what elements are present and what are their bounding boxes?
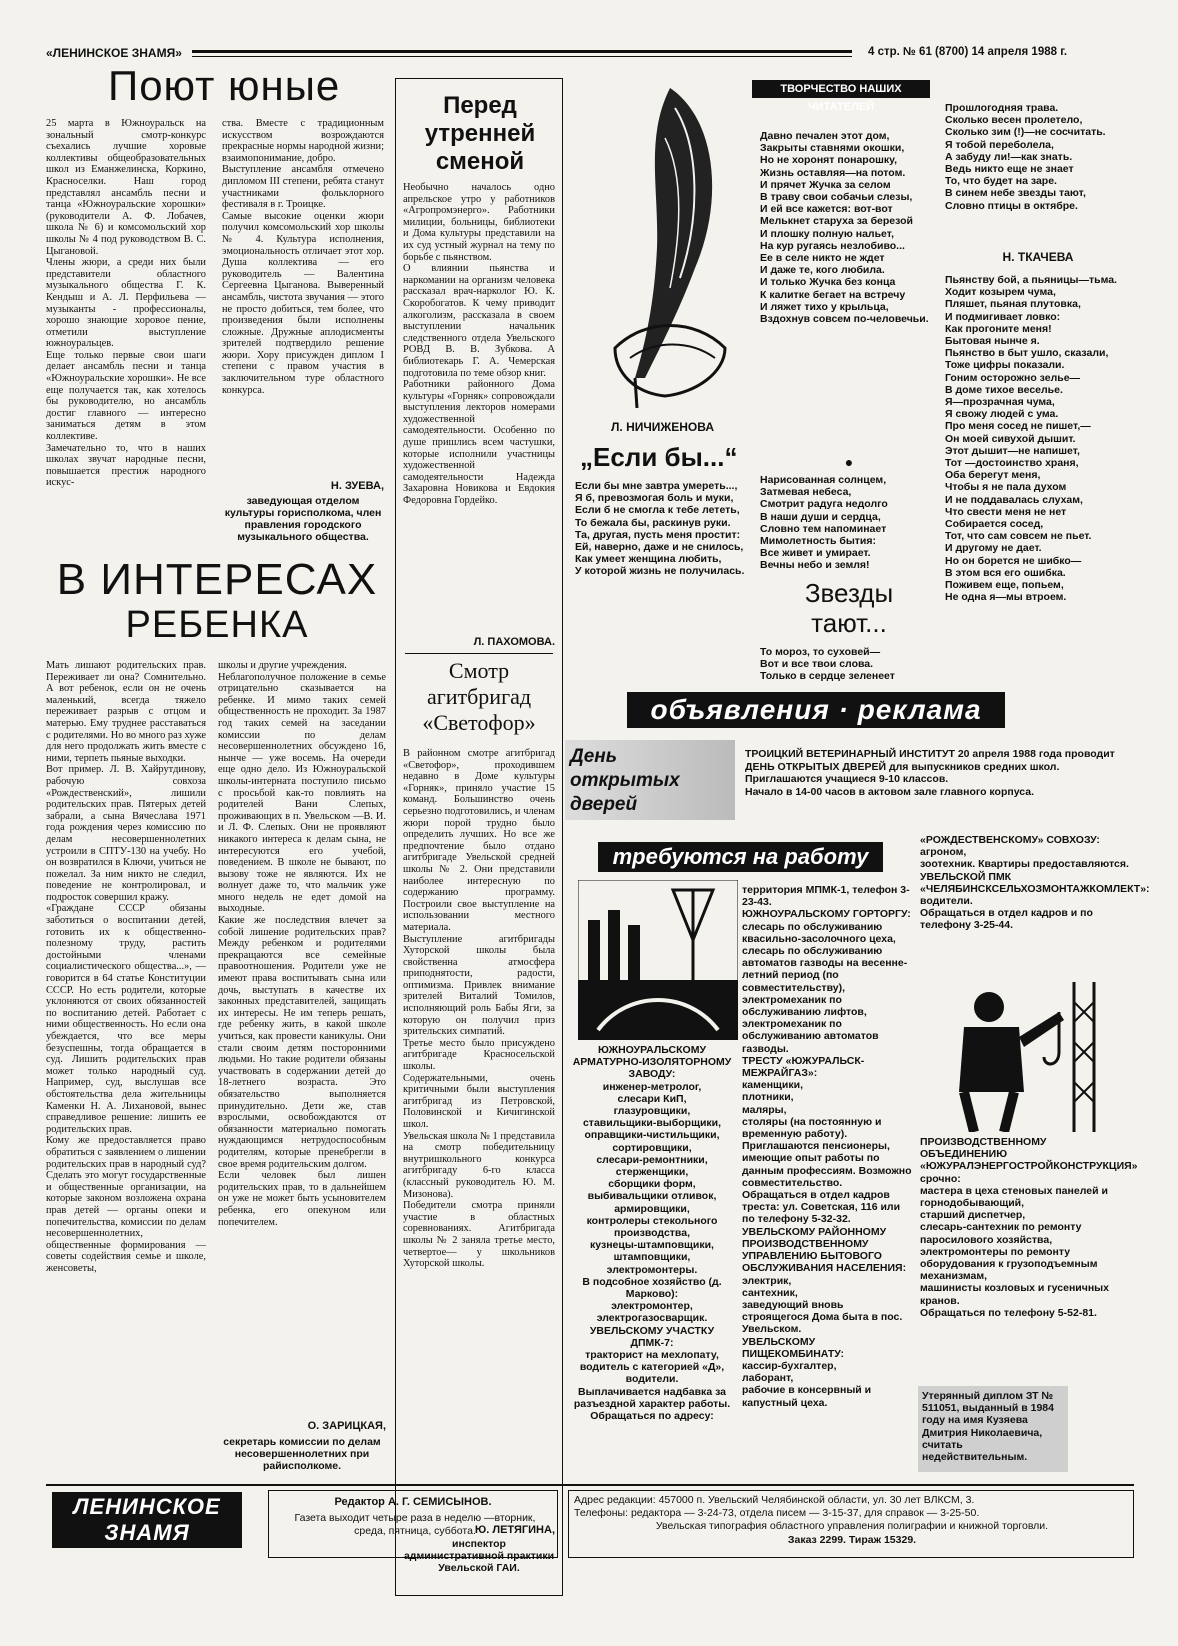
poem-esli-by: Если бы мне завтра умереть..., Я б, превозмогая боль и муки, Если б не смогла к тебе лететь, То бежала бы, раскинув руки. Та, другая, пусть меня простит: Ей, наверно, даже и не снилось, Как умеет женщина любить, У которой жизнь не получилась.	[575, 480, 745, 578]
article1-signature: Н. ЗУЕВА,	[330, 480, 384, 492]
schedule: Газета выходит четыре раза в неделю —вторник, среда, пятница, суббота.	[294, 1512, 536, 1537]
article1-sig-role: заведующая отделом культуры горисполкома, член правления городского музыкального общества.	[224, 495, 382, 543]
article4-body: В районном смотре агитбригад «Светофор», проходившем недавно в Доме культуры «Горняк», приняло участие 15 команд. Большинство очень серьезно подготовились, и членам жюри порой трудно было определить лучших. Но все же предпочтение было отдано агитбригаде Увельской средней школы № 2. Они представили наиболее интересную по содержанию программу. Построили свое выступление на использовании местного материала. Выступление агитбригады Хуторской школы была свойственна атмосфера приподнятости, радости, оптимизма. Привлек внимание зрителей Виталий Томилов, исполняющий роль Бабы Яги, за которую он получил приз зрительских симпатий. Третье место было присуждено агитбригаде Красносельской школы. Содержательными, очень критичными были выступления агитбригад из Петровской, Половинской и Кичигинской школ. Увельская школа № 1 представила на смотр победительницу внутришкольного конкурса агитбригаду 6-го класса (классный руководитель Ю. М. Мизонова). Победители смотра приняли участие в областных соревнованиях. Агитбригада школы № 2 заняла третье место, четвертое— у школьников Хуторской школы.	[403, 748, 555, 1270]
article-title-v-interesah: В ИНТЕРЕСАХ	[56, 555, 378, 604]
worker-illustration	[944, 982, 1112, 1132]
footer-logo-line-2: ЗНАМЯ	[104, 1520, 190, 1545]
poem-davno-pechalen: Давно печален этот дом, Закрыты ставнями окошки, Но не хоронят понарошку, Жизнь оставляя—на потом. И прячет Жучка за селом В траву свои собачьи слезы, И ей все кажется: вот-вот Мелькнет старуха за березой И плошку полную нальет, На кур ругаясь незлобиво... Ее в селе никто не ждет И даже те, кого любила. И только Жучка без конца К калитке бегает на встречу И ляжет тихо у крыльца, Вздохнув совсем по-человечьи.	[760, 130, 929, 326]
article-title-pered-utrenney: Перед утренней сменой	[424, 92, 536, 175]
zvezdy-line-1: Звезды	[804, 578, 894, 608]
torg-jobs: территория МПМК-1, телефон 3-23-43. ЮЖНОУРАЛЬСКОМУ ГОРТОРГУ: слесарь по обслуживанию квасильно-засолочного цеха, слесарь по обслуживанию автоматов газводы на весенне-летний период (по совместительству), электромеханик по обслуживанию лифтов, электромеханик по обслуживанию автоматов газводы. ТРЕСТУ «ЮЖУРАЛЬСК-МЕЖРАЙГАЗ»: каменщики, плотники, маляры, столяры (на постоянную и временную работу). Приглашаются пенсионеры, имеющие опыт работы по данным профессиям. Возможно совместительство. Обращаться в отдел кадров треста: ул. Советская, 116 или по телефону 5-32-32. УВЕЛЬСКОМУ РАЙОННОМУ ПРОИЗВОДСТВЕННОМУ УПРАВЛЕНИЮ БЫТОВОГО ОБСЛУЖИВАНИЯ НАСЕЛЕНИЯ: электрик, сантехник, заведующий вновь строящегося Дома быта в пос. Увельском. УВЕЛЬСКОМУ ПИЩЕКОМБИНАТУ: кассир-бухгалтер, лаборант, рабочие в консервный и капустный цеха.	[742, 884, 912, 1409]
article3-signature: Л. ПАХОМОВА.	[473, 636, 555, 648]
article3-body: Необычно началось одно апрельское утро у работников «Агропромэнерго». Работники милиции, больницы, библиотеки и Дома культуры представили на их суд устный журнал на тему по борьбе с пьянством. О влиянии пьянства и наркомании на организм человека рассказал врач-нарколог Ю. К. Скоробогатов. К чему приводит алкоголизм, рассказала в своем выступлении начальник следственного отдела Увельского РОВД В. В. Зубкова. А библиотекарь Г. А. Чемерская подготовила по теме обзор книг. Работники районного Дома культуры «Горняк» сопровождали выступления лекторов номерами художественной самодеятельности. Особенно по душе пришлись всем частушки, которые исполнили участницы художественной самодеятельности Надежда Захаровна Новикова и Евдокия Федоровна Гордейко.	[403, 182, 555, 507]
article4-title-1: Смотр	[448, 658, 510, 683]
article1-col1: 25 марта в Южноуральск на зональный смотр-конкурс съехались лучшие хоровые коллективы общеобразовательных школ из Еманжелинска, Коркино, Красноселки. Наш город представлял ансамбль песни и танца «Южноуральские хорошки» (руководители А. Ф. Лобачев, школа № 6) и комсомольский хор школы № 4 под руководством В. С. Цыгановой. Члены жюри, а среди них были представители областного музыкального общества Г. К. Кендыш и А. Л. Перфильева — музыканты - профессионалы, хорошо знающие хоровое пение, отметили выступление южноуральцев. Еще только первые свои шаги делает ансамбль песни и танца «Южноуральские хорошки». Не все еще получается так, как хотелось бы руководителю, но ансамбль достиг главного — интересно заниматься детям в этом коллективе. Замечательно то, что в наших школах звучат народные песни, повышается престиж народного искус-	[46, 118, 206, 489]
ads-banner: объявления · реклама	[627, 692, 1005, 728]
footer-logo	[52, 1492, 242, 1548]
article4-signature: Ю. ЛЕТЯГИНА,	[474, 1524, 555, 1536]
issue-info: 4 стр. № 61 (8700) 14 апреля 1988 г.	[868, 46, 1068, 58]
poem-separator-dot: ●	[844, 454, 854, 470]
article4-sig-role: инспектор административной практики Увельской ГАИ.	[403, 1538, 555, 1574]
footer-rule	[46, 1484, 1134, 1486]
center-divider	[405, 653, 553, 654]
article-title-rebenka: РЕБЕНКА	[125, 604, 309, 646]
lost-diploma: Утерянный диплом ЗТ № 511051, выданный в 1984 году на имя Кузяева Дмитрия Николаевича, считать недействительным.	[918, 1386, 1068, 1472]
quill-illustration	[575, 78, 745, 408]
plant-jobs: ЮЖНОУРАЛЬСКОМУ АРМАТУРНО-ИЗОЛЯТОРНОМУ ЗАВОДУ: инженер-метролог, слесари КиП, глазуровщики, ставильщики-выборщики, оправщики-чистильщики, сортировщики, слесари-ремонтники, стерженщики, сборщики форм, выбивальщики отливок, армировщики, контролеры стекольного производства, кузнецы-штамповщики, штамповщики, электромонтеры. В подсобное хозяйство (д. Марково): электромонтер, электрогазосварщик. УВЕЛЬСКОМУ УЧАСТКУ ДПМК-7: тракторист на мехлопату, водитель с категорией «Д», водители. Выплачивается надбавка за разъездной характер работы. Обращаться по адресу:	[572, 1044, 732, 1423]
article2-signature: О. ЗАРИЦКАЯ,	[307, 1420, 386, 1432]
creativity-banner: ТВОРЧЕСТВО НАШИХ ЧИТАТЕЛЕЙ	[752, 80, 930, 98]
zvezdy-line-2: тают...	[811, 608, 887, 638]
vet-institute-ad: ТРОИЦКИЙ ВЕТЕРИНАРНЫЙ ИНСТИТУТ 20 апреля 1988 года проводит ДЕНЬ ОТКРЫТЫХ ДВЕРЕЙ для выпускников средних школ. Приглашаются учащиеся 9-10 классов. Начало в 14-00 часов в актовом зале главного корпуса.	[745, 748, 1115, 798]
article2-sig-role: секретарь комиссии по делам несовершеннолетних при райисполкоме.	[223, 1436, 381, 1472]
poem-pyanstvu-boy: Пьянству бой, а пьяницы—тьма. Ходит козырем чума, Пляшет, пьяная плутовка, И подмигивает ловко: Как прогоните меня! Бытовая нынче я. Пьянство в быт ушло, сказали, Тоже цифры показали. Гоним осторожно зелье— В доме тихое веселье. Я—прозрачная чума, Я свожу людей с ума. Про меня сосед не пишет,— Он моей сивухой дышит. Этот дышит—не напишет, Тот —достоинство храня, Оба берегут меня, Чтобы я не пала духом И не поддавалась слухам, Что свести меня не нет Собирается сосед, Тот, что сам совсем не пьет. И другому не дает. Но он борется не шибко— В этом вся его ошибка. Поживем еще, попьем, Не одна я—мы втроем.	[945, 274, 1117, 604]
poem-moroz: То мороз, то суховей— Вот и все твои слова. Только в сердце зеленеет	[760, 646, 895, 683]
poem-narisovannaya: Нарисованная солнцем, Затмевая небеса, Смотрит радуга недолго В наши души и сердца, Словно тем напоминает Мимолетность бытия: Все живет и умирает. Вечны небо и земля!	[760, 474, 888, 572]
sovkhoz-jobs: «РОЖДЕСТВЕНСКОМУ» СОВХОЗУ: агроном, зоотехник. Квартиры предоставляются. УВЕЛЬСКОЙ ПМК «ЧЕЛЯБИНСКСЕЛЬХОЗМОНТАЖКОМЛЕКТ»: водители. Обращаться в отдел кадров и по телефону 3-25-44.	[920, 834, 1150, 932]
phones: Телефоны: редактора — 3-24-73, отдела писем — 3-15-37, для справок — 3-25-50.	[574, 1507, 980, 1519]
order-info: Заказ 2299. Тираж 15329.	[787, 1534, 917, 1546]
masthead: «ЛЕНИНСКОЕ ЗНАМЯ»	[46, 46, 182, 60]
energo-jobs: ПРОИЗВОДСТВЕННОМУ ОБЪЕДИНЕНИЮ «ЮЖУРАЛЭНЕРГОСТРОЙКОНСТРУКЦИЯ» срочно: мастера в цеха стеновых панелей и горнодобывающий, старший диспетчер, слесарь-сантехник по ремонту паросилового хозяйства, электромонтеры по ремонту оборудования к грузоподъемным механизмам, машинисты козловых и гусеничных кранов. Обращаться по телефону 5-52-81.	[920, 1136, 1138, 1319]
factory-illustration	[578, 880, 738, 1040]
author-tkacheva: Н. ТКАЧЕВА	[1002, 250, 1074, 264]
jobs-banner: требуются на работу	[598, 842, 883, 872]
article2-col1: Мать лишают родительских прав. Переживает ли она? Сомнительно. А вот ребенок, если он не очень маленький, всегда тяжело переживает разрыв с отцом и матерью. Ему труднее расставаться с родителями. Но во много раз хуже для него продолжать жить вместе с ними, терпеть пьяные выходки. Вот пример. Л. В. Хайрутдинову, рабочую совхоза «Рождественский», лишили родительских прав. Пятерых детей забрали, а сына Вячеслава 1971 года рождения через комиссию по делам несовершеннолетних устроили в СПТУ-130 на учебу. Но он возвратился в Ключи, учиться не пожелал. За ним никто не следил, поведение не контролировал, и подросток совершил кражу. «Граждане СССР обязаны заботиться о воспитании детей, готовить их к общественно-полезному труду, растить достойными членами социалистического общества...», — говорится в 64 статье Конституции СССР. Но есть родители, которые уклоняются от своих обязанностей по воспитанию детей. Работает с ними общественность. Но если она убеждается, что все меры безуспешны, тогда обращается в суд. Лишить родительских прав может только народный суд. Например, суд, выслушав все обстоятельства дела жительницы Каменки Н. А. Лихановой, вынес справедливое решение: лишить ее родительских прав. Кому же предоставляется право обратиться с заявлением о лишении родительских прав в народный суд? Сделать это могут государственные и общественные организации, на которые законом возложена охрана прав детей — органы опеки и попечительства, комиссии по делам несовершеннолетних, общественные формирования — советы содействия семье и школе, женсоветы,	[46, 660, 206, 1274]
address: Адрес редакции: 457000 п. Увельский Челябинской области, ул. 30 лет ВЛКСМ, 3.	[574, 1494, 975, 1506]
footer-logo-line-1: ЛЕНИНСКОЕ	[73, 1494, 221, 1519]
article4-title-2: агитбригад	[426, 684, 532, 709]
article-title-smotr	[403, 658, 555, 736]
printer: Увельская типография областного управления полиграфии и книжной торговли.	[655, 1520, 1049, 1532]
poem-title-zvezdy	[760, 578, 938, 638]
author-nichizhenova: Л. НИЧИЖЕНОВА	[610, 420, 715, 434]
header-rule	[192, 50, 852, 53]
article1-col2: ства. Вместе с традиционным искусством возрождаются прекрасные нормы народной жизни; взаимопонимание, добро. Выступление ансамбля отмечено дипломом III степени, ребята станут участниками фольклорного фестиваля в г. Троицке. Самые высокие оценки жюри получил комсомольский хор школы № 4. Культура исполнения, эмоциональность отличает этот хор. Душа коллектива — его руководитель — Валентина Сергеевна Цыганова. Выверенный ансамбль, чистота звучания — этого не просто добиться, тем более, что произведения были исполнены сложные. Дружные аплодисменты зрителей подтвердило решение жюри. Хору присужден диплом I степени с правом участия в заключительном туре областного конкурса.	[222, 118, 384, 396]
open-days-title: День открытых дверей	[570, 746, 680, 815]
article2-col2: школы и другие учреждения. Неблагополучное положение в семье отрицательно сказывается на ребенке. И мимо таких семей общественность не проходит. За 1987 год таких семей на заседании комиссии по делам несовершеннолетних обсуждено 16, нынче — уже восемь. На очереди еще одно дело. Из Южноуральской школы-интерната поступило письмо с просьбой как-то повлиять на родителей Вани Слепых, проживающих в п. Увельском —В. И. и Л. Ф. Слепых. Они не проявляют никакого интереса к делам сына, не интересуются его учебой, поведением. В школе не бывают, по вызову тоже не являются. Их не волнует даже то, что мальчик уже много недель не едет домой на выходные. Какие же последствия влечет за собой лишение родительских прав? Между ребенком и родителями прекращаются все семейные правоотношения. Родители уже не имеют права воспитывать сына или дочь, выступать в качестве их законных представителей, защищать их интересы. Не им теперь решать, где ребенку жить, в какой школе учиться, как провести каникулы. Они стали своим детям посторонними людьми. Но такие родители обязаны участвовать в содержании детей до 18-летнего возраста. Это обязательство выполняется принудительно. Дети же, став взрослыми, освобождаются от обязанности материально помогать нуждающимся нетрудоспособным родителям, которые пренебрегли в свое время родительским долгом. Если человек был лишен родительских прав, то в дальнейшем он уже не может быть усыновителем ребенка, его опекуном или попечителем.	[218, 660, 386, 1228]
editor-name: Редактор А. Г. СЕМИСЫНОВ.	[334, 1496, 492, 1508]
article4-title-3: «Светофор»	[422, 710, 536, 735]
header-rule-thin	[192, 56, 852, 57]
article-title-poyut-yunye: Поют юные	[108, 62, 341, 109]
poem-proshlogodnyaya: Прошлогодняя трава. Сколько весен пролетело, Сколько зим (!)—не сосчитать. Я тобой переболела, А забуду ли!—как знать. Ведь никто еще не знает То, что будет на заре. В синем небе звезды тают, Словно птицы в октябре.	[945, 102, 1106, 212]
poem-title-esli-by: „Если бы...“	[580, 442, 738, 472]
